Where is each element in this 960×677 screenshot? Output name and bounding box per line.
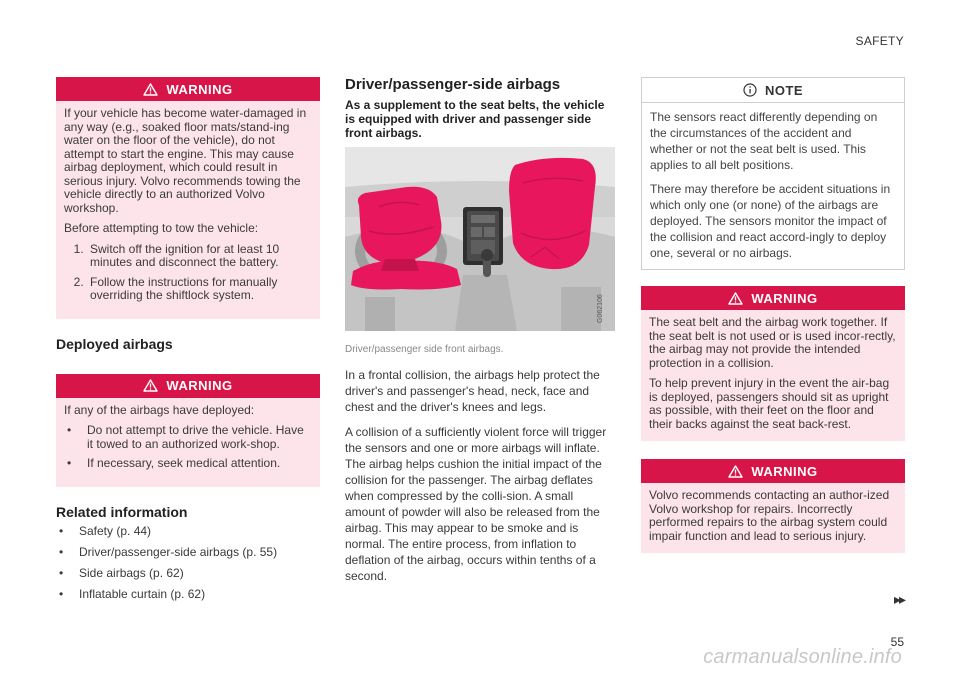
warning-label: WARNING <box>751 290 818 306</box>
list-item: • Do not attempt to drive the vehicle. Have it towed to an authorized work-shop. <box>64 424 312 451</box>
warning-triangle-icon <box>143 379 158 392</box>
intro-text: As a supplement to the seat belts, the vehicle is equipped with driver and passenger side front airbags. <box>345 98 605 140</box>
note-label: NOTE <box>764 82 804 98</box>
note-text: The sensors react differently depending on the circumstances of the accident and whether or not the seat belt is used. This applies to all belt positions. <box>650 110 878 172</box>
watermark: carmanualsonline.info <box>703 646 902 668</box>
deployed-bullets <box>64 424 312 471</box>
note-box <box>641 77 905 270</box>
page-number: 55 <box>890 635 904 649</box>
related-information-heading: Related information <box>56 503 188 520</box>
related-link[interactable]: • Driver/passenger-side airbags (p. 55) <box>56 545 320 560</box>
related-links <box>56 524 320 602</box>
tow-step: 1. Switch off the ignition for at least 10 minutes and disconnect the battery. <box>87 243 312 270</box>
warning-label: WARNING <box>751 463 818 479</box>
list-item: • If necessary, seek medical attention. <box>64 457 312 471</box>
figure-code: G062106 <box>597 294 604 323</box>
airbag-illustration <box>345 147 615 331</box>
tow-steps <box>64 243 312 303</box>
warning-box-water-damage <box>56 77 320 319</box>
warning-header <box>641 459 905 483</box>
warning-label: WARNING <box>166 81 233 97</box>
figure-caption: Driver/passenger side front airbags. <box>345 344 504 355</box>
info-icon <box>743 83 757 97</box>
warning-header <box>56 374 320 398</box>
tow-intro: Before attempting to tow the vehicle: <box>64 221 259 235</box>
warning-text: If any of the airbags have deployed: <box>64 402 255 417</box>
warning-triangle-icon <box>728 292 743 305</box>
warning-box-seatbelt <box>641 286 905 441</box>
section-title: SAFETY <box>855 34 904 48</box>
warning-box-deployed <box>56 374 320 487</box>
middle-column <box>345 77 615 593</box>
note-header <box>642 78 904 103</box>
next-page-arrows[interactable]: ▸▸ <box>893 591 904 607</box>
warning-triangle-icon <box>143 83 158 96</box>
warning-text: To help prevent injury in the event the air-bag is deployed, passengers should sit as upright as possible, with their feet on the floor and their backs against the seat back-rest. <box>649 376 890 431</box>
tow-step: 2. Follow the instructions for manually overriding the shiftlock system. <box>87 276 312 303</box>
warning-text: The seat belt and the airbag work together. If the seat belt is not used or is used incor-rectly, the airbag may not provide the intended protection in a collision. <box>649 315 896 370</box>
right-column <box>641 77 905 571</box>
page-title: Driver/passenger-side airbags <box>345 76 561 93</box>
related-link[interactable]: • Side airbags (p. 62) <box>56 566 320 581</box>
deployed-airbags-heading: Deployed airbags <box>56 335 173 352</box>
warning-header <box>56 77 320 101</box>
body-paragraph: A collision of a sufficiently violent force will trigger the sensors and one or more airbags will inflate. The airbag helps cushion the initial impact of the collision for the passenger. The airbag deflates when compressed by the colli-sion. A small amount of powder will also be released from the airbag. This may appear to be smoke and is normal. The entire process, from inflation to deflation of the airbag, occurs within tenths of a second. <box>345 425 607 583</box>
related-link[interactable]: • Safety (p. 44) <box>56 524 320 539</box>
warning-text: If your vehicle has become water-damaged in any way (e.g., soaked floor mats/stand-ing water on the floor of the vehicle), do not attempt to start the engine. This may cause airbag deployment, which could result in serious injury. Volvo recommends towing the vehicle directly to an authorized Volvo workshop. <box>64 106 307 215</box>
warning-box-repairs <box>641 459 905 553</box>
left-column <box>56 77 320 608</box>
warning-label: WARNING <box>166 378 233 393</box>
warning-header <box>641 286 905 310</box>
body-paragraph: In a frontal collision, the airbags help protect the driver's and passenger's head, neck, face and chest and the driver's knees and legs. <box>345 368 600 414</box>
note-text: There may therefore be accident situations in which only one (or none) of the airbags are deployed. The sensors monitor the impact of the collision and react accord-ingly to deploy one, several or no airbags. <box>650 182 891 260</box>
related-link[interactable]: • Inflatable curtain (p. 62) <box>56 587 320 602</box>
warning-triangle-icon <box>728 465 743 478</box>
warning-text: Volvo recommends contacting an author-ized Volvo workshop for repairs. Incorrectly performed repairs to the airbag system could impair function and lead to serious injury. <box>649 488 890 543</box>
